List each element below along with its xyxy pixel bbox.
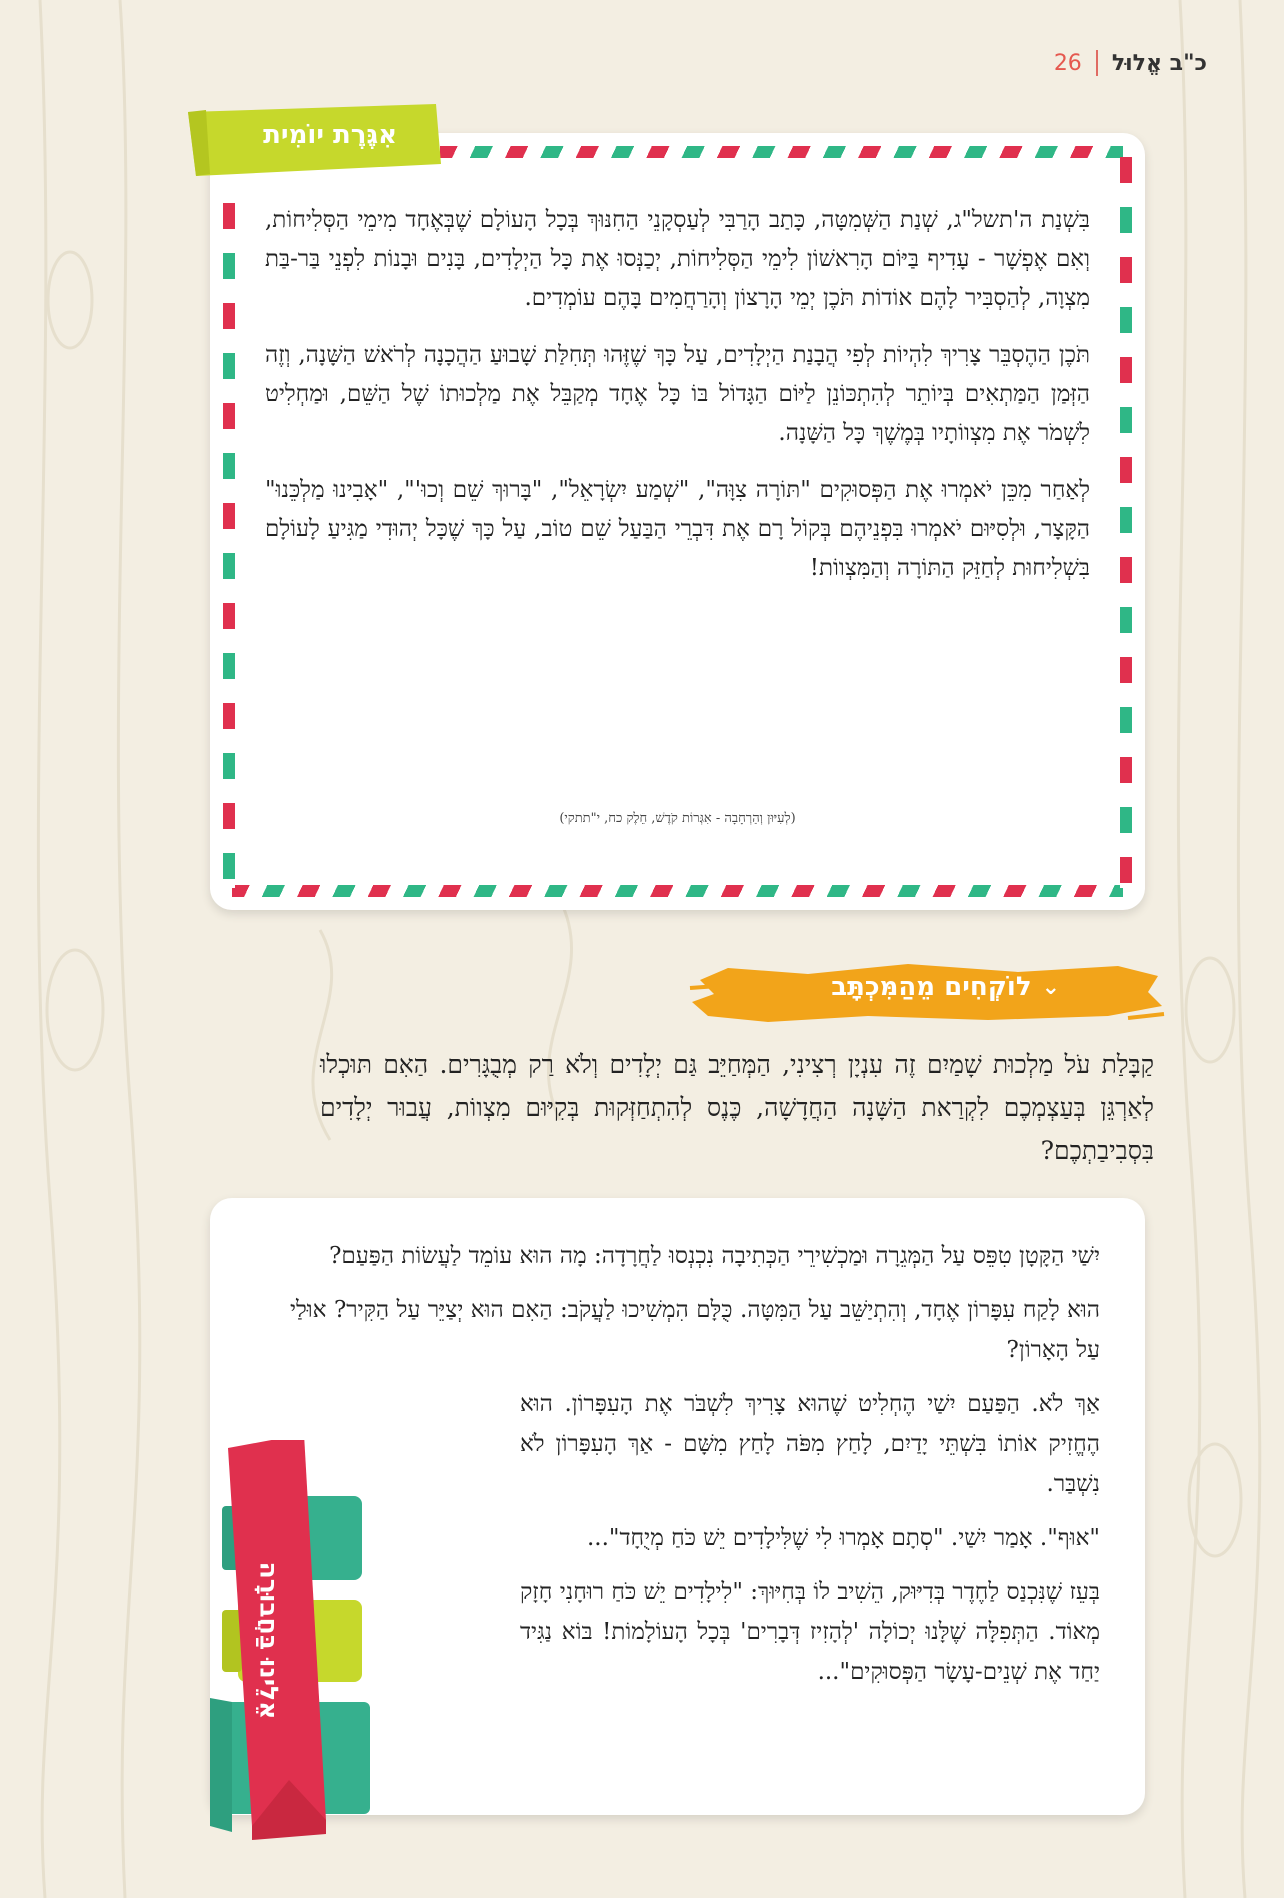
story-paragraph: "אוּף". אָמַר יִשַׁי. "סְתָם אָמְרוּ לִי שֶׁלִּילָדִים יֵשׁ כֹּחַ מְיֻחָד"...: [586, 1525, 1100, 1551]
page-number: 26: [1053, 50, 1082, 76]
airmail-border-right: [1120, 157, 1132, 888]
airmail-border-top: [440, 146, 1123, 158]
header-divider: [1096, 50, 1098, 76]
letter-paragraph: תֹּכֶן הַהֶסְבֵּר צָרִיךְ לִהְיוֹת לְפִי הֲבָנַת הַיְלָדִים, עַל כָּךְ שֶׁזֶּהוּ תְּחִלַּת שָׁבוּעַ הַהֲכָנָה לְרֹאשׁ הַשָּׁנָה, וְזֶה הַזְּמַן הַמַּתְאִים בְּיוֹתֵר לְהִתְכּוֹנֵן לַיּוֹם הַגָּדוֹל בּוֹ כָּל אֶחָד מְקַבֵּל אֶת מַלְכוּתוֹ שֶׁל הַשֵּׁם, וּמַחְלִיט לִשְׁמֹר אֶת מִצְווֹתָיו בְּמֶשֶׁךְ כָּל הַשָּׁנָה.: [265, 342, 1090, 446]
lesson-title-text: לוֹקְחִים מֵהַמִּכְתָּב: [831, 972, 1032, 1002]
letter-paragraph: לְאַחַר מִכֵּן יֹאמְרוּ אֶת הַפְּסוּקִים "תּוֹרָה צִוָּה", "שְׁמַע יִשְׂרָאֵל", "בָּרוּךְ שֵׁם וְכוּ'", "אָבִינוּ מַלְכֵּנוּ" הַקָּצָר, וּלְסִיּוּם יֹאמְרוּ בִּפְנֵיהֶם בְּקוֹל רָם אֶת דִּבְרֵי הַבַּעַל שֵׁם טוֹב, עַל כָּךְ שֶׁכָּל יְהוּדִי מַגִּיעַ לָעוֹלָם בִּשְׁלִיחוּת לְחַזֵּק הַתּוֹרָה וְהַמִּצְווֹת!: [265, 477, 1090, 581]
page-header: [1054, 50, 1207, 76]
story-ribbon-text: אֵלֵינוּ בַּחֲבוּרָה: [254, 1561, 284, 1719]
drawer-stack-illustration: [210, 1440, 380, 1840]
story-ribbon-label: [246, 1510, 292, 1770]
chevron-down-icon: ⌄: [1041, 974, 1060, 1000]
letter-source-citation: (לְעִיּוּן וְהַרְחָבָה - אִגְּרוֹת קֹדֶשׁ, חֵלֶק כח, י"תתקי): [559, 811, 796, 826]
story-paragraph: בְּעֵז שֶׁנִּכְנַס לַחֶדֶר בְּדִיּוּק, הֵשִׁיב לוֹ בְּחִיּוּךְ: "לִילָדִים יֵשׁ כֹּחַ רוּחָנִי חָזָק מְאוֹד. הַתְּפִלָּה שֶׁלָּנוּ יְכוֹלָה 'לְהָזִיז דְּבָרִים' בְּכָל הָעוֹלָמוֹת! בּוֹא נַגִּיד יַחַד אֶת שְׁנֵים-עָשָׂר הַפְּסוּקִים"...: [520, 1579, 1100, 1685]
daily-letter-title: אִגֶּרֶת יוֹמִית: [263, 120, 397, 150]
daily-letter-card: [210, 133, 1145, 910]
story-paragraph: אַךְ לֹא. הַפַּעַם יִשַׁי הֶחְלִיט שֶׁהוּא צָרִיךְ לִשְׁבֹּר אֶת הָעִפָּרוֹן. הוּא הֶחֱזִיק אוֹתוֹ בִּשְׁתֵּי יָדַיִם, לָחַץ מִפֹּה לָחַץ מִשָּׁם - אַךְ הָעִפָּרוֹן לֹא נִשְׁבַּר.: [520, 1391, 1100, 1497]
story-paragraph: יִשַׁי הַקָּטָן טִפֵּס עַל הַמְּגֵרָה וּמַכְשִׁירֵי הַכְּתִיבָה נִכְנְסוּ לַחֲרָדָה: מָה הוּא עוֹמֵד לַעֲשׂוֹת הַפַּעַם?: [329, 1243, 1100, 1269]
airmail-border-bottom: [232, 885, 1123, 897]
hebrew-date: כ"ב אֱלוּל: [1111, 50, 1207, 76]
story-text: [290, 1236, 1100, 1706]
letter-paragraph: בִּשְׁנַת ה'תשל"ג, שְׁנַת הַשְּׁמִטָּה, כָּתַב הָרַבִּי לְעַסְקָנֵי הַחִנּוּךְ בְּכָל הָעוֹלָם שֶׁבְּאֶחָד מִימֵי הַסְּלִיחוֹת, וְאִם אֶפְשָׁר - עָדִיף בַּיּוֹם הָרִאשׁוֹן לִימֵי הַסְּלִיחוֹת, יְכַנְּסוּ אֶת כָּל הַיְלָדִים, בָּנִים וּבָנוֹת לִפְנֵי בַּר-בַּת מִצְוָה, לְהַסְבִּיר לָהֶם אוֹדוֹת תֹּכֶן יְמֵי הָרָצוֹן וְהָרַחֲמִים בָּהֶם עוֹמְדִים.: [265, 207, 1090, 311]
lesson-text: קַבָּלַת עֹל מַלְכוּת שָׁמַיִם זֶה עִנְיָן רְצִינִי, הַמְּחַיֵּב גַּם יְלָדִים וְלֹא רַק מְבֻגָּרִים. הַאִם תּוּכְלוּ לְאַרְגֵּן בְּעַצְמְכֶם לִקְרַאת הַשָּׁנָה הַחֲדָשָׁה, כֶּנֶס לְהִתְחַזְּקוּת בְּקִיּוּם מִצְווֹת, עֲבוּר יְלָדִים בִּסְבִיבַתְכֶם?: [320, 1050, 1154, 1165]
airmail-border-left: [223, 203, 235, 888]
lesson-title: [760, 972, 1060, 1002]
story-paragraph: הוּא לָקַח עִפָּרוֹן אֶחָד, וְהִתְיַשֵּׁב עַל הַמִּטָּה. כֻּלָּם הִמְשִׁיכוּ לַעֲקֹב: הַאִם הוּא יְצַיֵּר עַל הַקִּיר? אוּלַי עַל הָאָרוֹן?: [290, 1297, 1100, 1363]
letter-text: [265, 201, 1090, 606]
daily-letter-tag: [188, 104, 441, 176]
